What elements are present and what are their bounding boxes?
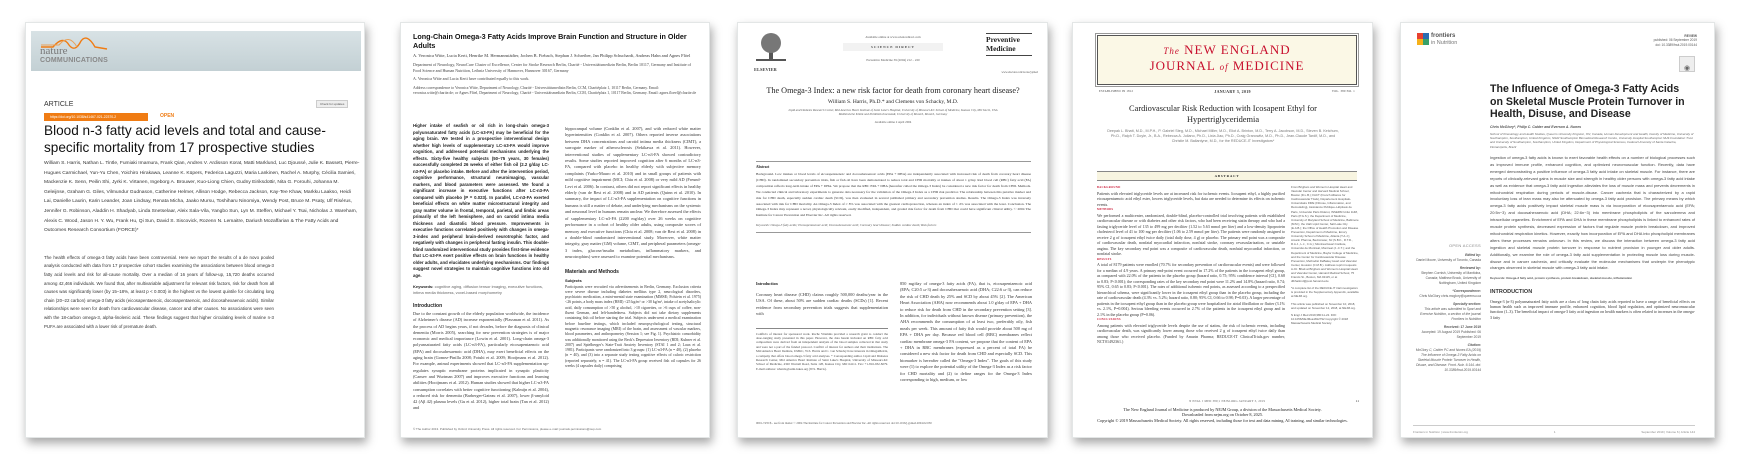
subsection-heading: Subjects [565,277,582,283]
keywords-label: Keywords: [413,284,434,289]
check-updates-button[interactable] [1679,56,1695,72]
sidebar-publication-note: This article was published on November 10, 2018, and updated on November 12, 2018, at NEJM.org. [1291,301,1356,310]
article-type: REVIEW [1684,34,1697,38]
article-type: ARTICLE [44,101,74,108]
affiliations: Department of Neurology, NeuroCure Cluster of Excellence, Center for Stroke Research Berlin, Charité - Universitätsmedizin Berlin, Berlin 10117, Germany and Institute of Food Science and Human Nutrition, Leibniz University of Hannover, Hannover 30167, Germany [413,62,691,73]
volume-number: VOL. 380 NO. 1 [1331,90,1355,93]
divider [756,161,1031,162]
background-text: Patients with elevated triglyceride levels are at increased risk for ischemic events. Icosapent ethyl, a highly purified eicosapentaenoic acid ethyl ester, lowers triglyceride levels, but data are needed to determine its effects on ischemic events. [1097,190,1285,207]
paper-thumbnail-nejm[interactable] [1072,22,1373,438]
masthead-journal: JOURNAL [1149,58,1216,73]
issue-line [1099,89,1355,94]
journal-logo-nature: nature [40,45,68,57]
frontiers-logo-icon [1417,33,1429,45]
check-updates-icon: ◉ [1683,65,1691,72]
introduction-section [413,303,549,412]
paper-title: Blood n-3 fatty acid levels and total and cause-specific mortality from 17 prospective studies [44,123,326,155]
author-list: Chris McGlory*, Philip C. Calder and Everson A. Nunes [1490,124,1582,129]
results-text: A total of 8179 patients were enrolled (70.7% for secondary prevention of cardiovascular events) and were followed for a median of 4.9 years. A primary end-point event occurred in 17.2% of the patients in the icosapent ethyl group, as compared with 22.0% of the patients in the placebo group (hazard ratio, 0.75; 95% confidence interval [CI], 0.68 to 0.83; P<0.001); the corresponding rates of the key secondary end point were 11.2% and 14.8% (hazard ratio, 0.74; 95% CI, 0.65 to 0.83; P<0.001). The rates of additional ischemic end points, as assessed according to a prespecified hierarchical schema, were significantly lower in the icosapent ethyl group than in the placebo group, including the rate of cardiovascular death (4.3% vs. 5.2%; hazard ratio, 0.80; 95% CI, 0.66 to 0.98; P=0.03). A larger percentage of patients in the icosapent ethyl group than in the placebo group were hospitalized for atrial fibrillation or flutter (3.1% vs. 2.1%, P=0.004). Serious bleeding events occurred in 2.7% of the patients in the icosapent ethyl group and in 2.1% in the placebo group (P=0.06). [1097,262,1285,317]
author-list: Deepak L. Bhatt, M.D., M.P.H., P. Gabriel Steg, M.D., Michael Miller, M.D., Eliot A. Brinton, M.D., Terry A. Jacobson, M.D., Steven B. Ketchum, Ph.D., Ralph T. Doyle, Jr., B.A., Rebecca A. Juliano, Ph.D., Lixia Jiao, Ph.D., Craig Granowitz, M.D., Ph.D., Jean-Claude Tardif, M.D., and Christie M. Ballantyne, M.D., for the REDUCE-IT Investigators* [1107,129,1339,144]
methods-text: Participants were recruited via advertisements in Berlin, Germany. Exclusion criteria were severe disease including diabetes mellitus type 2, neurological disorders, psychiatric medication, a mini-mental state examination (MMSE; Folstein et al. 1975) <26 points, a body mass index (BMI) <25 kg/m² or >30 kg/m², intake of acetylsalicylic acid, daily consumption of >50 g alcohol, >10 cigarettes, or >6 cups of coffee, non-fluent German, and left-handedness. Subjects did not take dietary supplements containing fish oil before starting the trial. Subjects underwent a medical examination before baseline testings, which included neuropsychological testing, structural magnetic resonance imaging (MRI) of the brain, and assessment of vascular markers, blood parameters, and anthropometry (Session 1; see Fig. 1). Psychiatric comorbidity was additionally monitored using the Beck's Depression Inventory (BDI; Kuhner et al. 2007) and Spielberger's State-Trait Anxiety Inventory (STAI 1 and 2; Laux et al. 1981). Participants were randomized into 3 groups: (1) LC-n3-FA (n = 40), (2) placebo (n = 40), and (3) into a separate study testing cognitive effects of caloric restriction (reported separately, n = 41). The LC-n3-FA group received fish oil capsules for 26 weeks (4 capsules daily) comprising [565,284,701,368]
paper-thumbnail-nature-communications[interactable] [25,22,365,438]
paper-thumbnail-frontiers[interactable] [1400,22,1715,438]
article-header [413,33,699,96]
section-heading: Materials and Methods [565,268,619,275]
keywords: Keywords: Omega-3 fatty acid, protein synthesis, protein breakdown, skeletal muscle, inflammation [1490,276,1633,281]
sidebar-label: *Correspondence: [1452,289,1481,293]
conclusions-label: CONCLUSIONS [1097,318,1121,321]
left-column [413,123,549,412]
available-online-date: Available online 2 April 2004 [874,119,912,124]
nejm-masthead [1097,35,1357,85]
keywords: Keywords: Omega-3 fatty acids; Eicosapentaenoic acid; Docosahexaenoic acid; Coronary heart disease; Sudden cardiac death; Risk factors [756,223,1031,233]
established-year: ESTABLISHED IN 1812 [1099,90,1134,93]
download-notice [1073,407,1372,423]
logo-frontiers: frontiers [1431,33,1456,39]
journal-name: Preventive Medicine [986,33,1032,56]
abstract-block [756,165,1031,233]
background-label: BACKGROUND [1097,186,1121,189]
right-column [565,126,701,369]
introduction-text: Due to the constant growth of the elderly population worldwide, the incidence of Alzheimer's disease (AD) increase exponentially (Plassman et al. 2011). As the process of AD begins years, if not decades, before the diagnosis of clinical dementia (Morris 2005), searching for new prevention strategies is of major economic and medical importance (Lowin et al. 2001). Long-chain omega-3 polyunsaturated fatty acids (LC-n3-FA), particularly eicosapentaenoic acid (EPA) and docosahexaenoic acid (DHA), may exert beneficial effects on the aging brain (Gomez-Pinilla 2008; Fotuhi et al. 2009; Hooijmans et al. 2012). For example, animal experiments showed that LC-n3-FA supplementation up-regulates synaptic membrane proteins implicated in synaptic plasticity (Cansev and Wurtman 2007) and improves executive functions and learning abilities (Hooijmans et al. 2012). Human studies showed that higher LC-n3-FA consumption correlates with better cognitive functioning (Kalmijn et al. 2004), a reduced risk for dementia (Barberger-Gateau et al. 2007), lower β-amyloid 42 (Aβ 42) plasma levels (Gu et al. 2012), higher total brain (Tan et al. 2012) and [413,311,549,411]
article-info [1601,34,1697,47]
article-header [758,86,1028,124]
open-access-label: OPEN ACCESS [1449,243,1481,248]
abstract-heading: Abstract [756,165,770,169]
section-heading: Introduction [756,281,778,286]
sidebar-text: Stephen Cornish, University of Manitoba, Canada; Matthew Brook, University of Nottingham, United Kingdom [1421,271,1481,285]
left-column [756,281,888,371]
abstract: The health effects of omega-3 fatty acids have been controversial. Here we report the results of a de novo pooled analysis conducted with data from 17 prospective cohort studies examining the associations between blood omega-3 fatty acid levels and risk for all-cause mortality. Over a median of 16 years of follow-up, 15,720 deaths occurred among 42,466 individuals. We found that, after multivariable adjustment for relevant risk factors, risk for death from all causes was significantly lower (by 15–18%, at least p < 0.003) in the highest vs the lowest quintile for circulating long chain (20–22 carbon) omega-3 fatty acids (eicosapentaenoic, docosapentaenoic, and docosahexaenoic acids). Similar relationships were seen for death from cardiovascular disease, cancer and other causes. No associations were seen with the 18-carbon omega-3, alpha-linolenic acid. These findings suggest that higher circulating levels of marine n-3 PUFA are associated with a lower risk of premature death. [44,254,274,329]
copyright-footer: © The Author 2013. Published by Oxford University Press. All rights reserved. For Permissions, please e-mail: journals.permissions@oup.com [413,427,602,431]
methods-section [565,269,701,370]
affiliation-b: Medizinische Klinik und Poliklinik Innenstadt, University of Munich, Munich, Germany [838,112,948,117]
sidebar-text: This article was submitted to Sport and Exercise Nutrition, a section of the journal Frontiers in Nutrition [1420,307,1481,321]
section-heading: INTRODUCTION [1490,288,1533,295]
sidebar-text: Accepted: 19 August 2019 Published: 06 September 2019 [1421,330,1481,339]
conclusions-text: Among patients with elevated triglyceride levels despite the use of statins, the risk of ischemic events, including cardiovascular death, was significantly lower among those who received 2 g of icosapent ethyl twice daily than among those who received placebo. (Funded by Amarin Pharma; REDUCE-IT ClinicalTrials.gov number, NCT01492361.) [1097,322,1285,344]
section-heading: Introduction [413,303,443,309]
affiliations: School of Kinesiology and Health Studies, Queen's University Kingston, ON, Canada, Human Development and Health, Faculty of Medicine, University of Southampton, Southampton, United Kingdom, NIHR Southampton Biomedical Research Centre, University Hospital Southampton NHS Foundation Trust and University of Southampton, Southampton, United Kingdom, Department of Physiological Sciences, Federal University of Santa Catarina, Florianópolis, Brazil [1490,131,1694,149]
journal-logo-communications: COMMUNICATIONS [40,57,108,64]
publisher-name: ELSEVIER [754,67,777,72]
journal-url: www.elsevier.com/locate/ypmed [1001,71,1038,74]
footer-line-1: The New England Journal of Medicine is produced by NEJM Group, a division of the Massachusetts Medical Society. [1123,407,1322,412]
correspondence-address: Address correspondence to Veronica Witte, Department of Neurology, Charité - Universitätsmedizin Berlin, CCM, Charitéplatz 1, 10117 Berlin, Germany. Email: veronica.witte@charite.de; or Agnes Flöel, Department of Neurology, Charité - Universitätsmedizin Berlin, CCM, Charitéplatz 1, 10117 Berlin, Germany. Email: agnes.floeel@charite.de [413,85,697,96]
paper-thumbnail-omega3-index[interactable] [737,22,1048,438]
abstract: Ingestion of omega-3 fatty acids is known to exert favorable health effects on a number of biological processes such as improved immune profile, enhanced cognition, and optimized neuromuscular function. Recently, data have emerged demonstrating a positive influence of omega-3 fatty acid intake on skeletal muscle. For instance, there are reports of clinically-relevant gains in muscle size and strength in healthy older persons with omega-3 fatty acid intake as well as evidence that omega-3 fatty acid ingestion alleviates the loss of muscle mass and prevents decrements in mitochondrial respiration during periods of muscle-disuse. Cancer cachexia that is characterized by a rapid involuntary loss of lean mass may also be attenuated by omega-3 fatty acid provision. The primary means by which omega-3 fatty acids positively impact skeletal muscle mass is via incorporation of eicosapentaenoic acid (EPA; 20:5n−3) and docosahexaenoic acid (DHA; 22:6n−3) into membrane phospholipids of the sarcolemma and intracellular organelles. Enrichment of EPA and DHA in these membrane phospholipids is linked to enhanced rates of muscle protein synthesis, decreased expression of factors that regulate muscle protein breakdown, and improved mitochondrial respiration kinetics. However, exactly how incorporation of EPA and DHA into phospholipid membranes alters these processes remains unknown. In this review, we discuss the interaction between omega-3 fatty acid ingestion and skeletal muscle protein turnover in response to nutrient provision in younger and older adults. Additionally, we examine the role of omega-3 fatty acid supplementation in protecting muscle loss during muscle-disuse and in cancer cachexia, and critically evaluate the molecular mechanisms that underpin the phenotypic changes observed in skeletal muscle with omega-3 fatty acid intake. [1490,154,1695,271]
elsevier-tree-logo-icon [756,33,786,65]
paper-title: Long-Chain Omega-3 Fatty Acids Improve Brain Function and Structure in Older Adults [413,32,687,50]
doi-link[interactable]: https://doi.org/10.1038/s41467-021-22370-2 [44,113,148,121]
right-column-text: 850 mg/day of omega-3 fatty acids (FA), that is, eicosapentaenoic acid (EPA; C20:5 ω-3) and docosahexaenoic acid (DHA; C22:6 ω-3), can reduce the risk of CHD death by 25% and SCD by about 45% [2]. The American Heart Association (AHA) now recommends about 1.0 g/day of EPA + DHA to reduce risk for death from CHD in the secondary prevention setting [3]. In addition, for individuals without known disease (primary prevention), the AHA recommends the consumption of at least two, preferably oily, fish meals per week. This amount of fatty fish would provide about 500 mg of EPA + DHA per day. Because red blood cell (RBC) membranes reflect cardiac membrane omega-3 FA content, we propose that the content of EPA + DHA in RBC membranes (expressed as a percent of total FA) be considered a new risk factor for death from CHD and especially SCD. This biomarker is hereafter called the "Omega-3 Index". The goals of this study were (1) to explore the potential utility of the Omega-3 Index as a risk factor for CHD mortality and (2) to define ranges for the Omega-3 Index corresponding to high, medium, or low [900,281,1032,383]
page-number: 11 [1355,399,1359,403]
methods-text: We performed a multicenter, randomized, double-blind, placebo-controlled trial involving patients with established cardiovascular disease or with diabetes and other risk factors, who had been receiving statin therapy and who had a fasting triglyceride level of 135 to 499 mg per deciliter (1.52 to 5.63 mmol per liter) and a low-density lipoprotein cholesterol level of 41 to 100 mg per deciliter (1.06 to 2.59 mmol per liter). The patients were randomly assigned to receive 2 g of icosapent ethyl twice daily (total daily dose, 4 g) or placebo. The primary end point was a composite of cardiovascular death, nonfatal myocardial infarction, nonfatal stroke, coronary revascularization, or unstable angina. The key secondary end point was a composite of cardiovascular death, nonfatal myocardial infarction, or nonfatal stroke. [1097,212,1285,256]
sidebar-text: Daniel Moore, University of Toronto, Canada [1416,258,1481,262]
equal-contribution-note: A. Veronica Witte and Lucia Kerti have contributed equally to this work. [413,76,530,82]
footer-citation: N ENGL J MED 380;1 NEJM.ORG JANUARY 3, 2019 [1189,399,1266,403]
sidebar-label: Citation: [1467,343,1481,347]
introduction-text: Coronary heart disease (CHD) claims roughly 500,000 deaths/year in the USA. Of these, about 50% are sudden cardiac deaths (SCDs) [1]. Recent evidence from secondary prevention trials suggests that supplementation with [756,292,888,317]
right-column-text: hippocampal volume (Conklin et al. 2007), and with reduced white matter hyperintensities (Conklin et al. 2007). Others reported inverse associations between DHA concentrations and carotid intima media thickness (CIMT), a surrogate marker of atherosclerosis (Sekikawa et al. 2011). However, interventional studies of supplementary LC-n3-FA showed contradictory results. Some studies reported improved cognition after 6 months of LC-n3-FA, compared with placebo in healthy elderly with subjective memory complaints (Yurko-Mauro et al. 2010) and in small groups of patients with mild cognitive impairment (MCI; Chiu et al. 2008) or very mild AD (Freund-Levi et al. 2006). In contrast, others did not report significant effects in healthy elderly (van de Rest et al. 2008) and in AD patients (Quinn et al. 2010). In summary, the impact of LC-n3-FA supplementation on cognitive functions in humans is still a matter of debate, and underlying mechanisms on the systemic and neuronal level in humans remain unclear. We therefore assessed the effects of supplementary LC-n3-FA (2200 mg/day) over 26 weeks on cognitive performance in a cohort of healthy older adults, using composite scores of memory and executive functions (Chiu et al. 2008; van de Rest et al. 2008) in a double-blind randomized interventional study. Moreover, white matter integrity, gray matter (GM) volume, CIMT, and peripheral parameters (omega-3 index, glucose/insulin metabolism, inflammatory markers, and neurotrophins) were assessed to examine potential mechanisms. [565,126,701,260]
sidebar-label: Reviewed by: [1459,266,1481,270]
masthead-the: The [1163,46,1180,56]
abstract-body [1097,185,1285,345]
methods-label: METHODS [1097,208,1114,211]
open-access-badge: OPEN [160,113,175,119]
issue-date: JANUARY 3, 2019 [1214,89,1251,94]
online-availability: Available online at www.sciencedirect.com [865,35,921,39]
article-front-matter [44,123,360,331]
journal-header-band [31,31,361,71]
sidebar-label: Edited by: [1465,253,1481,257]
paper-thumbnail-omega3-brain[interactable] [400,22,710,438]
abstract: Background. Low intakes or blood levels of eicosapentaenoic and docosahexaenoic acids (EPA + DHA) are independently associated with increased risk of death from coronary heart disease (CHD). In randomized secondary prevention trials, fish or fish oil have been demonstrated to reduce total and CHD mortality at intakes of about 1 g/day. Red blood cell (RBC) fatty acid (FA) composition reflects long-term intake of EPA + DHA. We propose that the RBC EPA + DHA (hereafter called the Omega-3 Index) be considered a new risk factor for death from CHD. Methods. We conducted clinical and laboratory experiments to generate data necessary for the validation of the Omega-3 Index as a CHD risk predictor. The relationship between this putative marker and risk for CHD death, especially sudden cardiac death (SCD), was then evaluated in several published primary and secondary prevention studies. Results. The Omega-3 Index was inversely associated with risk for CHD mortality. An Omega-3 Index of ≥ 8% was associated with the greatest cardioprotection, whereas an index of ≤ 4% was associated with the least. Conclusion. The Omega-3 Index may represent a novel, physiologically relevant, easily modified, independent, and graded risk factor for death from CHD that could have significant clinical utility. © 2004 The Institute for Cancer Prevention and Elsevier Inc. All rights reserved. [756,172,1031,218]
paper-title: The Influence of Omega-3 Fatty Acids on Skeletal Muscle Protein Turnover in Health, Disuse, and Disease [1490,83,1685,121]
copyright-footer: 0091-7435/$ - see front matter © 2004 The Institute for Cancer Prevention and Elsevier Inc. All rights reserved. doi:10.1016/j.ypmed.2004.02.030 [756,421,932,425]
affiliation-a: Lipid and Diabetes Research Center, Mid America Heart Institute of Saint Luke's Hospital, University of Missouri-KC School of Medicine, Kansas City, MO 64111, USA [788,108,998,112]
check-updates-button[interactable]: Check for updates [316,100,348,108]
introduction-text: Omega-3 (n-3) polyunsaturated fatty acids are a class of long chain fatty acids reported to have a range of beneficial effects on human health such as improved immune profile, enhanced cognition, blood lipid regulation, and optimized neuromuscular function (1–3). The beneficial impact of omega-3 fatty acid ingestion on health markers is often related to increases in the omega-3 fatty [1490,298,1695,320]
sidebar-label: Received: 17 June 2019 [1443,325,1481,329]
logo-journal: in Nutrition [1431,40,1458,46]
keywords-text: cognitive aging, diffusion tensor imaging, executive functions, intima media thickness, voxel-based morphometry [413,284,544,295]
sidebar-text: McGlory C, Calder PC and Nunes EA (2019) The Influence of Omega-3 Fatty Acids on Skeletal Muscle Protein Turnover in Health, Disuse, and Disease. Front. Nutr. 6:144. doi: 10.3389/fnut.2019.00144 [1415,348,1481,372]
footer-line-3: Copyright © 2019 Massachusetts Medical Society. All rights reserved, including those for text and data mining, AI training, and similar technologies. [1097,417,1348,423]
paper-title: The Omega-3 Index: a new risk factor for death from coronary heart disease? [766,86,1020,95]
footer-line-2: Downloaded from nejm.org on October 8, 2025. [1182,412,1263,418]
sidebar-text: Chris McGlory chris.mcglory@queensu.ca [1419,294,1481,298]
masthead-medicine: MEDICINE [1232,58,1305,73]
abstract-heading: ABSTRACT [1097,171,1357,181]
footer-page: 1 [1553,430,1556,434]
doi[interactable]: doi: 10.3389/fnut.2019.00144 [1655,42,1697,47]
editorial-sidebar [1413,253,1481,373]
masthead-of: of [1219,62,1229,72]
sidebar-investigators-note: *A complete list of the REDUCE-IT trial investigators is provided in the Supplementary Appendix, available at NEJM.org. [1291,286,1359,299]
masthead-line1: NEW ENGLAND [1184,42,1291,57]
footer-journal: Frontiers in Nutrition | www.frontiersin.org [1413,430,1468,434]
abstract: Higher intake of seafish or oil rich in long-chain omega-3 polyunsaturated fatty acids (LC-n3-FA) may be beneficial for the aging brain. We tested in a prospective interventional design whether high levels of supplementary LC-n3-FA would improve cognition, and addressed potential mechanisms underlying the effects. Sixty-five healthy subjects (50–75 years, 30 females) successfully completed 26 weeks of either fish oil (2.2 g/day LC-n3-FA) or placebo intake. Before and after the intervention period, cognitive performance, structural neuroimaging, vascular markers, and blood parameters were assessed. We found a significant increase in executive functions after LC-n3-FA compared with placebo (P = 0.023). In parallel, LC-n3-FA exerted beneficial effects on white matter microstructural integrity and gray matter volume in frontal, temporal, parietal, and limbic areas primarily of the left hemisphere, and on carotid intima media thickness and diastolic blood pressure. Improvements in executive functions correlated positively with changes in omega-3-index and peripheral brain-derived neurotrophic factor, and negatively with changes in peripheral fasting insulin. This double-blind randomized interventional study provides first-time evidence that LC-n3-FA exert positive effects on brain functions in healthy older adults, and elucidates underlying mechanisms. Our findings suggest novel strategies to maintain cognitive functions into old age. [413,123,549,278]
page-footer-line [1097,399,1359,403]
results-label: RESULTS [1097,257,1112,261]
footnotes: Conflicts of interest for sponsored work. Roche Vitamins provided a research grant to conduct the dose-ranging study presented in this paper. However, the data herein included on RBC fatty acid composition were derived from an independent analysis of the blood samples collected in that study and were not a part of the funded protocol. Conflict of interest for authors and their institutions. The Mid America Heart Institute, UMKC, W.S. Harris and C. von Schacky have interests in OmegaMetrix, a company that offers blood omega-3 fatty acid analyses. * Corresponding author. Lipid and Diabetes Research Center, Mid America Heart Institute of Saint Luke's Hospital, University of Missouri-KC School of Medicine, 4320 Wornall Road, Suite 128, Kansas City, MO 64111. Fax: +1-816-932-8279. E-mail address: wharris@saint-lukes.org (W.S. Harris). [756,328,888,372]
published-date: published: 06 September 2019 [1653,38,1697,43]
sidebar-label: Specialty section: [1452,302,1481,306]
author-list: William S. Harris, Nathan L. Tintle, Fumiaki Imamura, Frank Qian, Andres V. Ardisson Korat, Matti Marklund, Luc Djoussé, Julie K. Bassett, Pierre-Hugues Carmichael, Yun-Yu Chen, Yoichiro Hirakawa, Leanne K. Küpers, Federica Laguzzi, Maria Lankinen, Rachel A. Murphy, Cécilia Samieri, Mackenzie K. Senn, Peilin Shi, Jyrki K. Virtanen, Ingeborg A. Brouwer, Kuo-Liong Chien, Gudny Eiriksdottir, Nita G. Forouhi, Johanna M. Geleijnse, Graham G. Giles, Vilmundur Gudnason, Catherine Helmer, Allison Hodge, Rebecca Jackson, Kay-Tee Khaw, Markku Laakso, Heidi Lai, Danielle Laurin, Karin Leander, Joan Lindsay, Renata Micha, Jaako Mursu, Toshiharu Ninomiya, Wendy Post, Bruce M. Psaty, Ulf Risérus, Jennifer G. Robinson, Aladdin H. Shadyab, Linda Snetselaar, Aleix Sala-Vila, Yangbo Sun, Lyn M. Steffen, Michael Y. Tsai, Nicholas J. Wareham, Alexis C. Wood, Jason H. Y. Wu, Frank Hu, Qi Sun, David S. Siscovick, Rozenn N. Lemaitre, Dariush Mozaffarian & The Fatty Acids and Outcomes Research Consortium (FORCE)* [44,161,360,234]
sciencedirect-logo: SCIENCE DIRECT [843,43,943,51]
footer-issue: September 2019 | Volume 6 | Article 144 [1641,430,1695,434]
journal-citation: Preventive Medicine 39 (2004) 212 – 220 [866,58,920,62]
page-footer [1413,425,1695,434]
sidebar-affiliations: From Brigham and Women's Hospital Heart and Vascular Center and Harvard Medical School, Boston (D.L.B.); FACT (French Alliance for Cardiovascular Trials), Département Hospitalo-Universitaire FIRE (Fibrose, Inflammation, and Remodeling), Assistance Publique–Hôpitaux de Paris, Université Paris Diderot, INSERM Unité 1148, Paris (P.G.S.); the Department of Medicine, University of Maryland School of Medicine, Baltimore (M.M.); the Utah Lipid Center, Salt Lake City (E.A.B.); the Office of Health Promotion and Disease Prevention, Department of Medicine, Emory University School of Medicine, Atlanta (T.A.J.); Amarin Pharma, Bedminster, NJ (S.B.K., R.T.D., R.A.J., L.J., C.G.); Montreal Heart Institute, Université de Montréal, Montreal (J.-C.T.); and the Department of Medicine, Baylor College of Medicine, and the Center for Cardiovascular Disease Prevention, Methodist DeBakey Heart and Vascular Center, Houston (C.M.B.). Address reprint requests to Dr. Bhatt at Brigham and Women's Hospital Heart and Vascular Center, Harvard Medical School, 75 Francis St., Boston, MA 02115, or at dlbhattmd@post.harvard.edu. [1291,185,1359,284]
author-list: A. Veronica Witte, Lucia Kerti, Henrike M. Hermannstädter, Jochen B. Fiebach, Stephan J. Schreiber, Jan Philipp Schuchardt, Andreas Hahn and Agnes Flöel [413,53,691,59]
main-column [1490,83,1695,320]
paper-title: Cardiovascular Risk Reduction with Icosapent Ethyl for Hypertriglyceridemia [1129,104,1317,124]
sidebar-doi: N Engl J Med 2019;380:11-22. DOI: 10.1056/NEJMoa1812792 Copyright © 2018 Massachusetts Medical Society. [1291,312,1348,325]
keywords [413,284,549,295]
article-header [1093,103,1353,145]
author-affiliations-sidebar [1291,185,1359,325]
author-list: William S. Harris, Ph.D.* and Clemens von Schacky, M.D. [827,99,959,105]
